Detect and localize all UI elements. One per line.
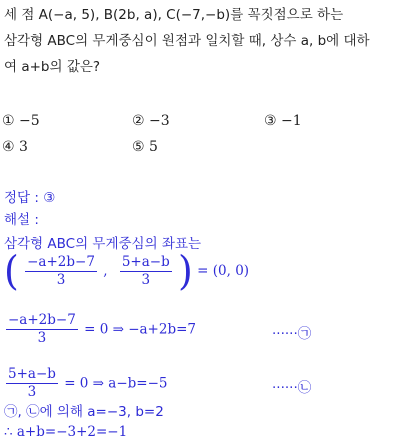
result-point: = (0, 0) — [197, 263, 250, 279]
eq1-fraction — [6, 312, 78, 347]
eq2-marker: ······㉡ — [272, 380, 312, 396]
final-line: ∴ a+b=−3+2=−1 — [4, 424, 128, 440]
choice-1-number: ① — [2, 113, 15, 129]
explanation-label: 해설 : — [4, 212, 39, 228]
eq2-rest: = 0 ⇒ a−b=−5 — [64, 375, 168, 392]
question-text — [4, 2, 396, 80]
eq2-fraction — [6, 366, 58, 401]
question-line-2: 삼각형 ABC의 무게중심이 원점과 일치할 때, 상수 a, b에 대하 — [4, 33, 370, 49]
choice-4 — [2, 139, 28, 155]
fraction-x-numerator: −a+2b−7 — [27, 253, 95, 270]
eq1-denominator: 3 — [37, 330, 47, 346]
answer-label: 정답 : ③ — [4, 190, 56, 206]
comma: , — [103, 263, 108, 279]
centroid-coordinates — [4, 247, 250, 295]
question-line-3: 여 a+b의 값은? — [4, 59, 101, 75]
question-line-1: 세 점 A(−a, 5), B(2b, a), C(−7,−b)를 꼭짓점으로 하는 — [4, 7, 344, 23]
choice-2-value: −3 — [149, 113, 170, 129]
choice-3 — [264, 113, 302, 129]
choice-5-value: 5 — [149, 139, 158, 155]
equation-1 — [4, 312, 196, 347]
choice-1-value: −5 — [19, 113, 40, 129]
choice-4-number: ④ — [2, 139, 15, 155]
right-paren: ) — [178, 247, 193, 295]
eq2-numerator: 5+a−b — [8, 366, 56, 382]
fraction-y — [120, 254, 172, 289]
eq1-marker: ······㉠ — [272, 326, 312, 342]
choice-1 — [2, 113, 40, 129]
equation-2 — [4, 366, 168, 401]
choice-5 — [132, 139, 158, 155]
eq1-rest: = 0 ⇒ −a+2b=7 — [84, 321, 196, 338]
choice-3-number: ③ — [264, 113, 277, 129]
choice-3-value: −1 — [281, 113, 302, 129]
left-paren: ( — [4, 247, 19, 295]
choice-2-number: ② — [132, 113, 145, 129]
fraction-x-denominator: 3 — [56, 271, 66, 288]
choice-4-value: 3 — [19, 139, 28, 155]
centroid-text: 삼각형 ABC의 무게중심의 좌표는 — [4, 236, 202, 252]
eq2-denominator: 3 — [27, 384, 37, 400]
fraction-x — [25, 254, 97, 289]
fraction-y-denominator: 3 — [141, 271, 151, 288]
solve-line: ㉠, ㉡에 의해 a=−3, b=2 — [4, 404, 164, 420]
eq1-numerator: −a+2b−7 — [8, 312, 76, 328]
choice-5-number: ⑤ — [132, 139, 145, 155]
choice-2 — [132, 113, 170, 129]
fraction-y-numerator: 5+a−b — [121, 253, 170, 270]
